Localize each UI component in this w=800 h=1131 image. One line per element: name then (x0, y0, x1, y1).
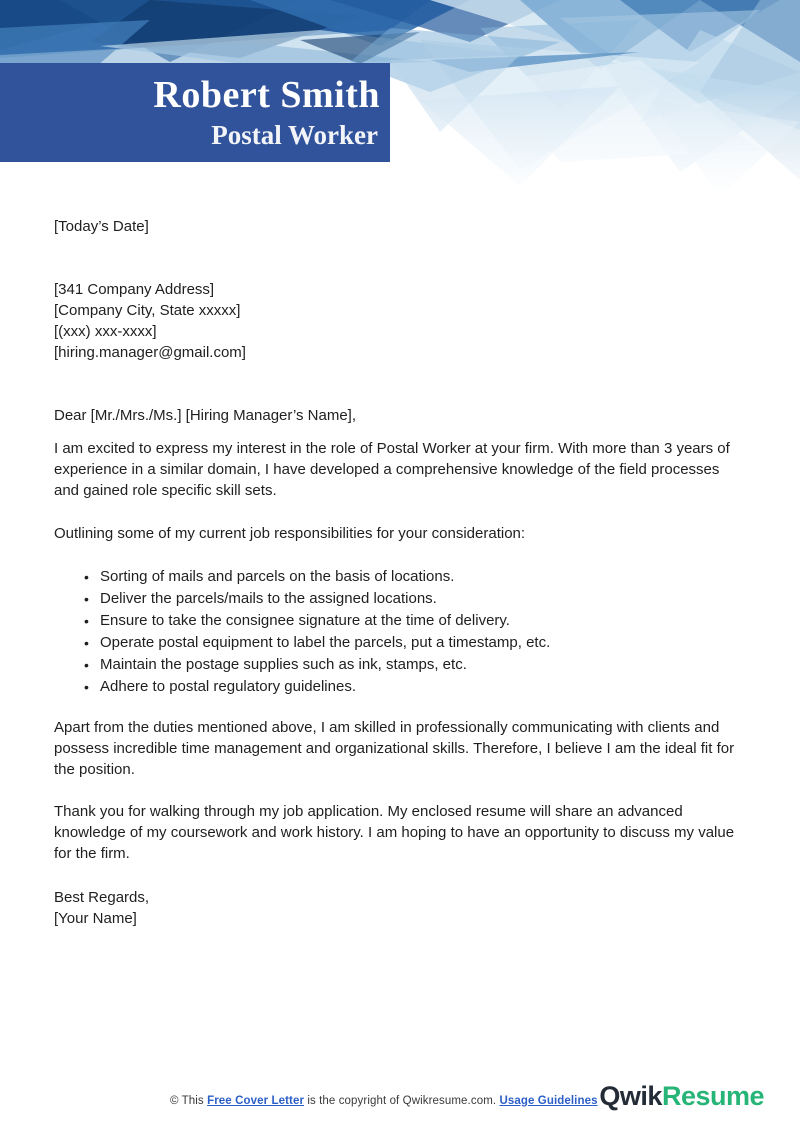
person-name: Robert Smith (153, 74, 380, 116)
copyright-prefix: © This (170, 1095, 208, 1107)
paragraph-thanks: Thank you for walking through my job application. My enclosed resume will share an advanced knowledge of my coursework and work history. I am hoping to have an opportunity to discuss my value for the firm. (54, 803, 735, 862)
closing-block (54, 887, 744, 929)
address-line: [(xxx) xxx-xxxx] (54, 323, 157, 340)
copyright-middle: is the copyright of Qwikresume.com. (304, 1095, 500, 1107)
bullet-list (54, 566, 744, 698)
bullet-item: • Maintain the postage supplies such as ink, stamps, etc. (100, 654, 744, 676)
qwikresume-logo (599, 1081, 764, 1112)
usage-guidelines-link[interactable]: Usage Guidelines (499, 1095, 598, 1107)
bullet-item: • Adhere to postal regulatory guidelines. (100, 676, 744, 698)
paragraph-intro: I am excited to express my interest in the role of Postal Worker at your firm. With more than 3 years of experience in a similar domain, I have developed a comprehensive knowledge of the field processes and gained role specific skill sets. (54, 440, 730, 499)
footer (0, 1079, 800, 1123)
paragraph-skills: Apart from the duties mentioned above, I am skilled in professionally communicating with clients and possess incredible time management and organizational skills. Therefore, I believe I am the ideal fit for the position. (54, 719, 735, 778)
header-banner (0, 0, 800, 200)
logo-text-resume: Resume (661, 1081, 764, 1111)
bullet-item: • Sorting of mails and parcels on the basis of locations. (100, 566, 744, 588)
paragraph-responsibilities-lead: Outlining some of my current job responsibilities for your consideration: (54, 525, 526, 542)
person-title: Postal Worker (211, 120, 378, 150)
salutation: Dear [Mr./Mrs./Ms.] [Hiring Manager’s Name], (54, 407, 357, 424)
address-line: [341 Company Address] (54, 281, 215, 298)
bullet-item: • Operate postal equipment to label the parcels, put a timestamp, etc. (100, 632, 744, 654)
letter-body (0, 200, 800, 929)
copyright-text (170, 1095, 598, 1107)
signature: [Your Name] (54, 910, 137, 927)
closing: Best Regards, (54, 889, 150, 906)
date-line: [Today’s Date] (54, 218, 149, 235)
logo-text-qwik: Qwik (599, 1081, 662, 1111)
bullet-item: • Ensure to take the consignee signature at the time of delivery. (100, 610, 744, 632)
free-cover-letter-link[interactable]: Free Cover Letter (207, 1095, 305, 1107)
address-block (54, 279, 744, 363)
name-box (0, 63, 390, 162)
address-line: [Company City, State xxxxx] (54, 302, 241, 319)
bullet-item: • Deliver the parcels/mails to the assigned locations. (100, 588, 744, 610)
address-line: [hiring.manager@gmail.com] (54, 344, 246, 361)
